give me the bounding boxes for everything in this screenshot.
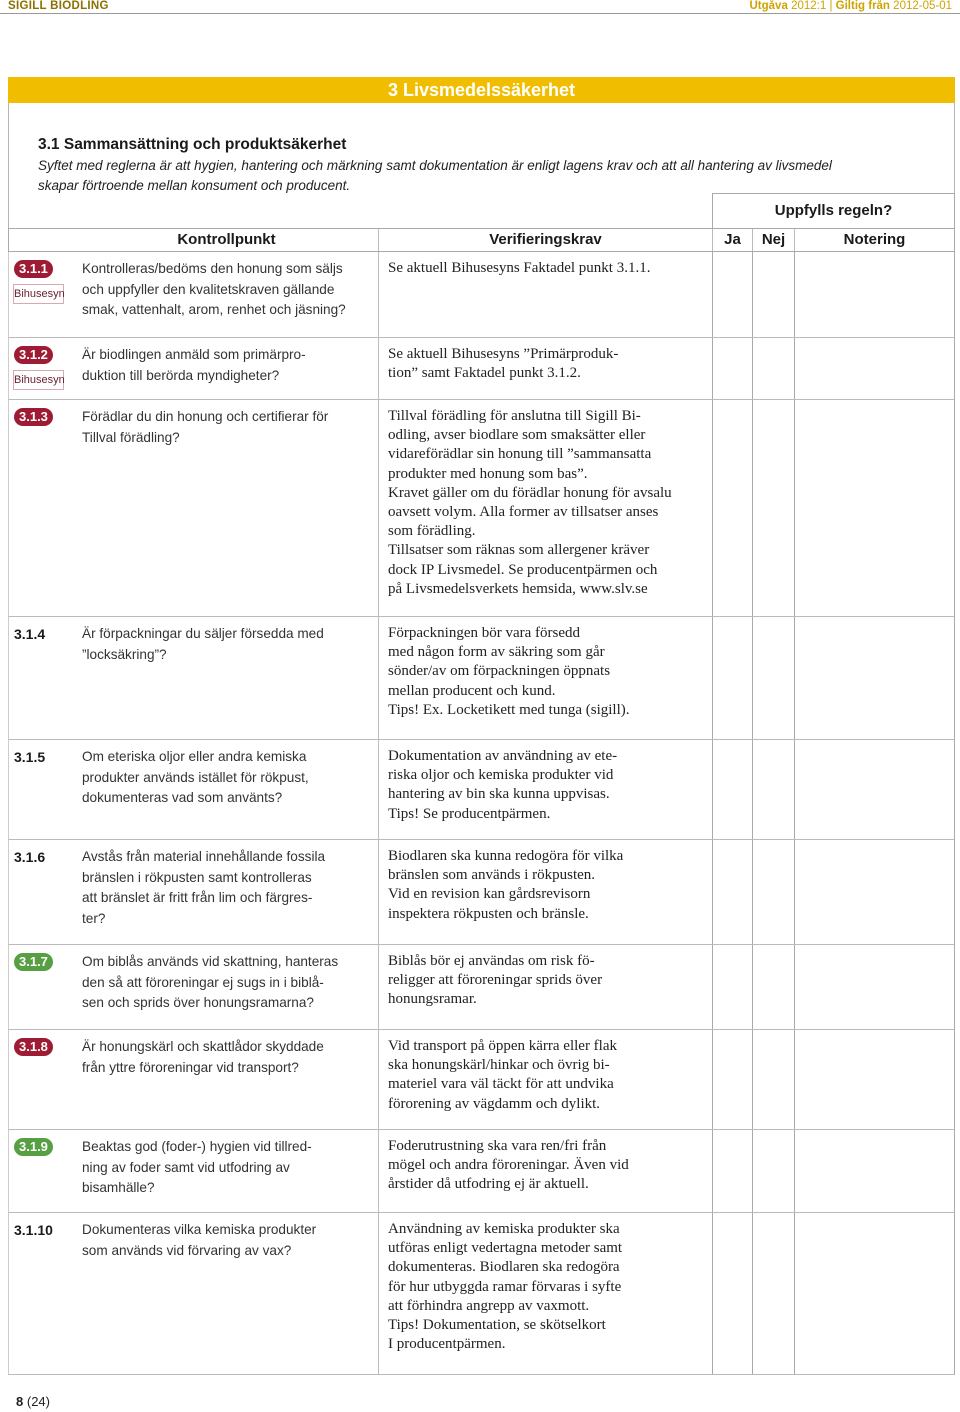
publisher-name: SIGILL BIODLING — [8, 0, 109, 12]
control-point-id — [14, 848, 74, 888]
verification-requirement: Biodlaren ska kunna redogöra för vilka bränslen som används i rökpusten. Vid en revision kan gårdsrevisorn inspektera rökpusten och bränsle. — [388, 848, 624, 922]
edition-label: Utgåva — [749, 0, 788, 12]
valid-date: 2012-05-01 — [893, 0, 952, 12]
control-point-id — [14, 748, 74, 788]
no-checkbox[interactable] — [752, 1130, 794, 1212]
control-point-id — [14, 1221, 74, 1261]
no-checkbox[interactable] — [752, 338, 794, 399]
no-checkbox[interactable] — [752, 1213, 794, 1374]
verification-requirement-cell — [378, 338, 712, 399]
no-checkbox[interactable] — [752, 252, 794, 337]
verification-requirement-cell — [378, 1213, 712, 1374]
chapter-title: 3 Livsmedelssäkerhet — [8, 77, 955, 103]
control-point-number: 3.1.9 — [14, 1138, 53, 1156]
yes-checkbox[interactable] — [712, 840, 752, 944]
edition-value: 2012:1 — [791, 0, 827, 12]
verification-requirement: Vid transport på öppen kärra eller flak ska honungskärl/hinkar och övrig bi- materiel vara väl täckt för att undvika förorening av vägdamm och dylikt. — [388, 1038, 618, 1112]
control-point-question: Är biodlingen anmäld som primärpro- duktion till berörda myndigheter? — [82, 347, 306, 383]
control-point-id — [14, 1138, 74, 1178]
note-field[interactable] — [794, 338, 954, 399]
control-point-question: Kontrolleras/bedöms den honung som säljs och uppfyller den kvalitetskraven gällande smak, vattenhalt, arom, renhet och jäsning? — [82, 261, 346, 317]
control-point-question: Om eteriska oljor eller andra kemiska produkter används istället för rökpust, dokumenteras vad som använts? — [82, 749, 309, 805]
table-header-row — [8, 228, 955, 252]
note-field[interactable] — [794, 617, 954, 739]
control-point-question: Beaktas god (foder-) hygien vid tillred- ning av foder samt vid utfodring av bisamhälle? — [82, 1139, 312, 1195]
column-header-ja: Ja — [712, 229, 752, 251]
yes-checkbox[interactable] — [712, 252, 752, 337]
table-row — [8, 840, 955, 945]
verification-requirement: Se aktuell Bihusesyns Faktadel punkt 3.1.1. — [388, 260, 651, 276]
note-field[interactable] — [794, 1030, 954, 1129]
subsection-title: 3.1 Sammansättning och produktsäkerhet — [38, 136, 347, 153]
note-field[interactable] — [794, 400, 954, 616]
no-checkbox[interactable] — [752, 840, 794, 944]
table-row — [8, 1030, 955, 1130]
yes-checkbox[interactable] — [712, 1213, 752, 1374]
column-header-verifieringskrav: Verifieringskrav — [378, 229, 712, 251]
column-header-kontrollpunkt: Kontrollpunkt — [177, 231, 276, 248]
verification-requirement-cell — [378, 1130, 712, 1212]
control-point-id — [14, 260, 74, 300]
header-divider — [0, 13, 960, 14]
control-point-id — [14, 953, 74, 993]
subsection-intro: Syftet med reglerna är att hygien, hantering och märkning samt dokumentation är enligt lagens krav och att all hantering av livsmedel skapar förtroende mellan konsument och producent. — [38, 158, 832, 193]
control-point-number: 3.1.1 — [14, 260, 53, 278]
page-number — [16, 1394, 50, 1409]
column-header-nej: Nej — [752, 229, 794, 251]
table-row — [8, 945, 955, 1030]
verification-requirement: Förpackningen bör vara försedd med någon form av säkring som går sönder/av om förpackningen öppnats mellan producent och kund. Tips! Ex. Locketikett med tunga (sigill). — [388, 625, 630, 718]
yes-checkbox[interactable] — [712, 740, 752, 839]
verification-requirement-cell — [378, 1030, 712, 1129]
verification-requirement: Foderutrustning ska vara ren/fri från mögel och andra föroreningar. Även vid årstider då utfodring ej är aktuell. — [388, 1138, 629, 1193]
table-row — [8, 617, 955, 740]
verification-requirement-cell — [378, 252, 712, 337]
table-row — [8, 1213, 955, 1375]
note-field[interactable] — [794, 252, 954, 337]
verification-requirement: Se aktuell Bihusesyns ”Primärproduk- tion” samt Faktadel punkt 3.1.2. — [388, 346, 619, 382]
edition-info — [750, 0, 953, 12]
control-point-number: 3.1.2 — [14, 346, 53, 364]
no-checkbox[interactable] — [752, 945, 794, 1029]
control-point-number: 3.1.8 — [14, 1038, 53, 1056]
control-point-question: Om biblås används vid skattning, hanteras den så att föroreningar ej sugs in i biblå- sen och sprids över honungsramarna? — [82, 954, 339, 1010]
note-field[interactable] — [794, 1130, 954, 1212]
table-row — [8, 338, 955, 400]
verification-requirement-cell — [378, 400, 712, 616]
verification-requirement: Dokumentation av användning av ete- riska oljor och kemiska produkter vid hantering av bin ska kunna uppvisas. Tips! Se producentpärmen. — [388, 748, 618, 822]
control-point-question: Avstås från material innehållande fossila bränslen i rökpusten samt kontrolleras att bränslet är fritt från lim och färgres- ter? — [82, 849, 326, 926]
control-point-number: 3.1.10 — [14, 1222, 53, 1238]
yes-checkbox[interactable] — [712, 1030, 752, 1129]
control-point-question: Är förpackningar du säljer försedda med ”locksäkring”? — [82, 626, 324, 662]
control-point-question: Dokumenteras vilka kemiska produkter som används vid förvaring av vax? — [82, 1222, 317, 1258]
valid-label: Giltig från — [835, 0, 890, 12]
control-point-number: 3.1.3 — [14, 408, 53, 426]
table-row — [8, 400, 955, 617]
control-point-question: Är honungskärl och skattlådor skyddade från yttre föroreningar vid transport? — [82, 1039, 324, 1075]
bihusesyn-tag: Bihusesyn — [13, 370, 64, 390]
note-field[interactable] — [794, 1213, 954, 1374]
yes-checkbox[interactable] — [712, 338, 752, 399]
bihusesyn-tag: Bihusesyn — [13, 284, 64, 304]
note-field[interactable] — [794, 840, 954, 944]
no-checkbox[interactable] — [752, 1030, 794, 1129]
verification-requirement: Tillval förädling för anslutna till Sigill Bi- odling, avser biodlare som smaksätter eller vidareförädlar sin honung till ”sammansatta produkter med honung som bas”. Kravet gäller om du förädlar honung för avsalu oavsett volym. Alla former av tillsatser anses som förädling. Tillsatser som räknas som allergener kräver dock IP Livsmedel. Se producentpärmen och på Livsmedelsverkets hemsida, www.slv.se — [388, 408, 672, 597]
control-point-id — [14, 625, 74, 665]
yes-checkbox[interactable] — [712, 617, 752, 739]
verification-requirement-cell — [378, 740, 712, 839]
edition-separator: | — [829, 0, 833, 12]
control-point-question: Förädlar du din honung och certifierar för Tillval förädling? — [82, 409, 329, 445]
verification-requirement: Användning av kemiska produkter ska utföras enligt vedertagna metoder samt dokumenteras. Biodlaren ska redogöra för hur utbyggda ramar förvaras i syfte att förhindra angrepp av vaxmott. Tips! Dokumentation, se skötselkort I producentpärmen. — [388, 1221, 623, 1353]
control-point-number: 3.1.6 — [14, 849, 46, 865]
compliance-header: Uppfylls regeln? — [712, 193, 955, 228]
control-point-id — [14, 1038, 74, 1078]
note-field[interactable] — [794, 740, 954, 839]
page-total: (24) — [26, 1394, 50, 1409]
verification-requirement-cell — [378, 617, 712, 739]
column-header-notering: Notering — [794, 229, 954, 251]
note-field[interactable] — [794, 945, 954, 1029]
control-point-number: 3.1.4 — [14, 626, 46, 642]
table-row — [8, 252, 955, 338]
control-point-number: 3.1.7 — [14, 953, 53, 971]
verification-requirement: Biblås bör ej användas om risk fö- religger att föroreningar sprids över honungsramar. — [388, 953, 603, 1008]
table-row — [8, 1130, 955, 1213]
control-point-id — [14, 408, 74, 448]
verification-requirement-cell — [378, 840, 712, 944]
no-checkbox[interactable] — [752, 617, 794, 739]
control-point-number: 3.1.5 — [14, 749, 46, 765]
yes-checkbox[interactable] — [712, 400, 752, 616]
page-current: 8 — [16, 1394, 24, 1409]
control-point-id — [14, 346, 74, 386]
no-checkbox[interactable] — [752, 400, 794, 616]
yes-checkbox[interactable] — [712, 945, 752, 1029]
table-row — [8, 740, 955, 840]
yes-checkbox[interactable] — [712, 1130, 752, 1212]
verification-requirement-cell — [378, 945, 712, 1029]
no-checkbox[interactable] — [752, 740, 794, 839]
